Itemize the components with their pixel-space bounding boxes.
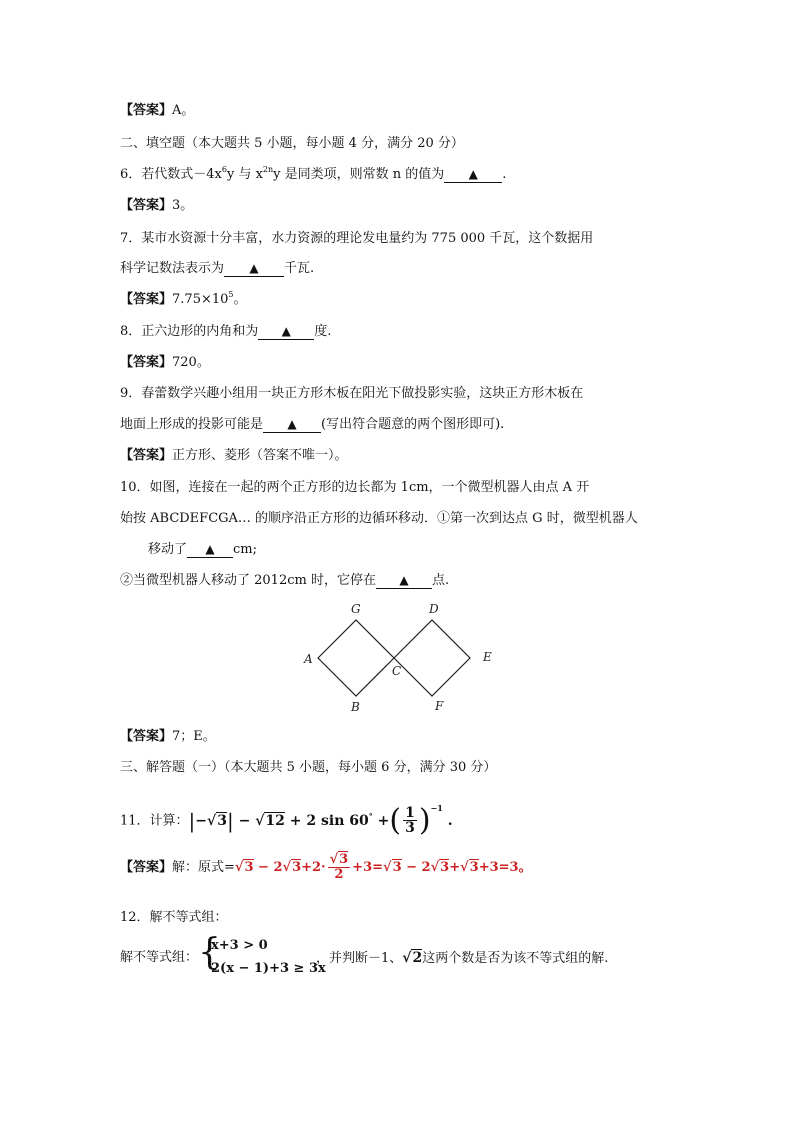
q9-text-b: (写出符合题意的两个图形即可). [321,417,505,432]
a11-r4: 3 [440,860,450,875]
q12-label: 解不等式组： [120,950,199,965]
answer-label: 【答案】 [120,448,173,463]
q6-sup-2: 2n [262,165,274,174]
q6-answer-blank [444,167,502,183]
q11-expression: |−√3| − √12 + 2 sin 60° +( $\frac{1}{3}$ )$^{-1}$ . [188,802,453,838]
left-square [318,620,394,696]
a11-fraction [328,853,351,882]
triangle-icon: ▲ [205,542,215,556]
point-label-g: G [351,602,361,616]
answer-end: 。 [233,292,247,307]
answer-11-expression: √3 − 2√3+2· $\frac{√3}{2}$ +3=√3 − 2√3+√3+3=3。 [234,852,532,882]
point-label-c: C [392,664,402,678]
question-9-line-2 [120,416,504,434]
point-label-b: B [351,700,360,714]
right-square [394,620,470,696]
q11-end: . [447,812,453,829]
q8-text-a: 8．正六边形的内角和为 [120,324,259,339]
answer-5 [120,102,194,120]
a11-end: 。 [518,860,532,875]
question-11 [120,802,453,838]
a11-t5: + [449,860,461,875]
triangle-icon: ▲ [249,261,259,275]
answer-text: A。 [172,103,195,118]
q6-sup-1: 6 [221,165,227,174]
point-label-e: E [483,650,492,664]
a11-r5: 3 [469,860,479,875]
q9-answer-blank [263,417,321,433]
q11-sin-term: + 2 sin 60 [289,812,369,829]
a11-frac-den: 2 [334,867,344,882]
q11-frac-num: 1 [405,805,415,821]
answer-label: 【答案】 [120,198,173,213]
answer-8 [120,354,210,372]
a11-t4: − 2 [401,860,431,875]
q10-text-c: ②当微型机器人移动了 2012cm 时，它停在 [120,573,376,588]
q6-text-c: y 是同类项，则常数 n 的值为 [273,167,445,182]
a11-t6: +3=3 [478,860,519,875]
a11-r1: 3 [244,860,254,875]
answer-sup: 5 [228,290,234,299]
question-12-body [120,949,198,967]
question-12-heading: 12．解不等式组： [120,910,228,925]
triangle-icon: ▲ [281,324,291,338]
q11-minus-2: − [238,812,251,829]
point-label-d: D [429,602,439,616]
q10-text-b: cm; [233,542,258,557]
answer-7 [120,291,247,309]
a11-t3: +3= [352,860,384,875]
q6-text-a: 6．若代数式－4x [120,167,222,182]
question-7-line-1: 7．某市水资源十分丰富，水力资源的理论发电量约为 775 000 千瓦，这个数据用 [120,231,594,246]
q11-minus-1: − [195,812,208,829]
two-squares-figure [290,596,505,721]
q9-text-a: 地面上形成的投影可能是 [120,417,264,432]
answer-lead: 解：原式= [172,860,235,875]
a11-frac-num: √3 [329,852,349,867]
answer-text: 7；E。 [172,729,216,744]
q11-sqrt-12: 12 [265,812,285,829]
q10-text-a: 移动了 [148,542,188,557]
q6-end: . [502,167,507,182]
answer-label: 【答案】 [120,355,173,370]
answer-11 [120,853,532,882]
q12-brace: { [198,932,221,973]
question-9-line-1: 9．春蕾数学兴趣小组用一块正方形木板在阳光下做投影实验，这块正方形木板在 [120,386,584,401]
answer-label: 【答案】 [120,729,173,744]
q12-tail-b: 这两个数是否为该不等式组的解. [422,951,609,966]
q11-exponent: −1 [430,802,443,813]
answer-10 [120,728,216,746]
q11-degree: ° [368,810,373,821]
question-10-line-3 [148,541,257,559]
point-label-a: A [304,652,313,666]
triangle-icon: ▲ [287,417,297,431]
answer-label: 【答案】 [120,292,173,307]
q7-answer-blank [224,261,284,277]
q11-plus: + [377,812,390,829]
q7-text-a: 科学记数法表示为 [120,261,225,276]
q11-fraction [403,806,417,835]
question-8 [120,323,331,341]
point-label-f: F [435,699,444,713]
question-7-line-2 [120,260,314,278]
q10-answer-blank-2 [376,573,432,589]
answer-label: 【答案】 [120,103,173,118]
a11-t2: +2· [301,860,326,875]
question-10-line-1: 10．如图，连接在一起的两个正方形的边长都为 1cm，一个微型机器人由点 A 开 [120,480,590,495]
q11-sqrt-3: 3 [217,812,227,829]
q7-text-b: 千瓦. [284,261,315,276]
question-10-line-2: 始按 ABCDEFCGA… 的顺序沿正方形的边循环移动．①第一次到达点 G 时，微型机器人 [120,511,638,526]
q12-tail: ，并判断－1、√2这两个数是否为该不等式组的解. [316,950,609,966]
q10-answer-blank-1 [187,542,233,558]
section-3-heading: 三、解答题（一）（本大题共 5 小题，每小题 6 分，满分 30 分） [120,760,497,775]
q12-inequality-2: 2(x − 1)+3 ≥ 3x [211,961,326,976]
q8-answer-blank [258,324,314,340]
q10-text-d: 点. [431,573,450,588]
answer-9 [120,447,348,465]
answer-6 [120,197,193,215]
a11-t1: − 2 [253,860,283,875]
a11-r3: 3 [392,860,402,875]
q11-label: 11．计算： [120,813,189,829]
q12-tail-a: ，并判断－1、 [316,951,403,966]
q12-inequality-1: x+3 > 0 [211,938,268,953]
answer-text: 7.75×10 [172,292,229,307]
a11-r2: 3 [292,860,302,875]
q6-text-b: y 与 x [226,167,263,182]
answer-label: 【答案】 [120,860,173,875]
question-10-line-4 [120,572,449,590]
question-6 [120,166,506,184]
answer-text: 3。 [172,198,194,213]
triangle-icon: ▲ [468,167,478,181]
triangle-icon: ▲ [399,573,409,587]
q11-frac-den: 3 [405,820,415,836]
q8-text-b: 度. [314,324,332,339]
q12-sqrt-2: 2 [412,950,423,966]
section-2-heading: 二、填空题（本大题共 5 小题，每小题 4 分，满分 20 分） [120,136,464,151]
a11-frac-num-val: 3 [339,852,349,867]
answer-text: 720。 [172,355,210,370]
answer-text: 正方形、菱形（答案不唯一）。 [172,448,348,463]
